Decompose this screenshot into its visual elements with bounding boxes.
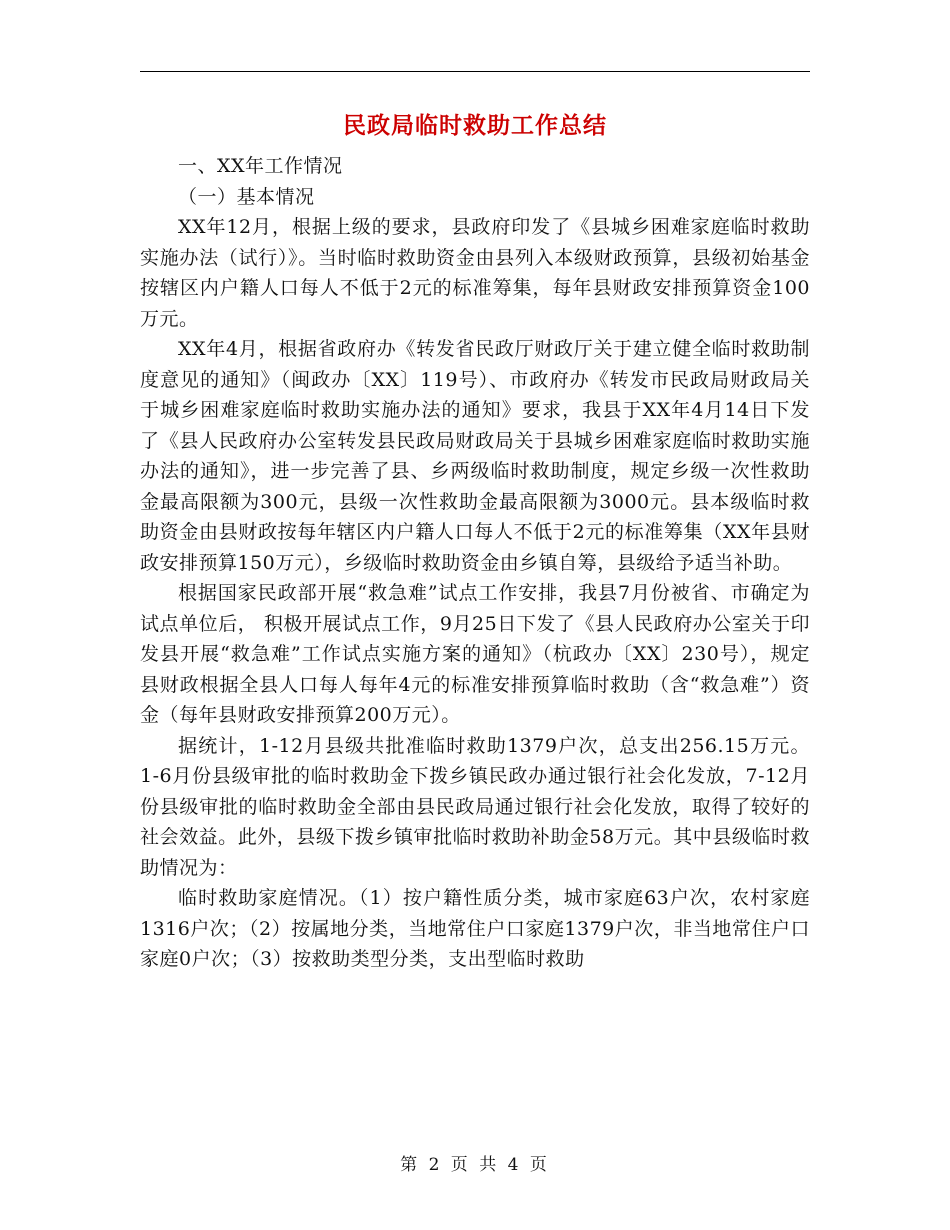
body-paragraph: XX年4月，根据省政府办《转发省民政厅财政厅关于建立健全临时救助制度意见的通知》（闽政办〔XX〕119号）、市政府办《转发市民政局财政局关于城乡困难家庭临时救助实施办法的通知》要求，我县于XX年4月14日下发了《县人民政府办公室转发县民政局财政局关于县城乡困难家庭临时救助实施办法的通知》，进一步完善了县、乡两级临时救助制度，规定乡级一次性救助金最高限额为300元，县级一次性救助金最高限额为3000元。县本级临时救助资金由县财政按每年辖区内户籍人口每人不低于2元的标准筹集（XX年县财政安排预算150万元），乡级临时救助资金由乡镇自筹，县级给予适当补助。 xyxy=(140,338,810,574)
body-paragraph: 根据国家民政部开展“救急难”试点工作安排，我县7月份被省、市确定为试点单位后， 积极开展试点工作，9月25日下发了《县人民政府办公室关于印发县开展“救急难”工作试点实施方案的通知》（杭政办〔XX〕230号），规定县财政根据全县人口每人每年4元的标准安排预算临时救助（含“救急难”）资金（每年县财政安排预算200万元）。 xyxy=(140,582,810,726)
section-heading: 一、XX年工作情况 xyxy=(178,155,343,177)
body-paragraph: XX年12月，根据上级的要求，县政府印发了《县城乡困难家庭临时救助实施办法（试行）》。当时临时救助资金由县列入本级财政预算，县级初始基金按辖区内户籍人口每人不低于2元的标准筹集，每年县财政安排预算资金100万元。 xyxy=(140,216,810,330)
document-body xyxy=(140,151,810,975)
header-rule xyxy=(140,71,810,72)
page-number-footer: 第 2 页 共 4 页 xyxy=(400,1155,550,1175)
body-paragraph: 据统计，1-12月县级共批准临时救助1379户次，总支出256.15万元。1-6月份县级审批的临时救助金下拨乡镇民政办通过银行社会化发放，7-12月份县级审批的临时救助金全部由县民政局通过银行社会化发放，取得了较好的社会效益。此外，县级下拨乡镇审批临时救助补助金58万元。其中县级临时救助情况为： xyxy=(140,734,810,879)
subsection-heading: （一）基本情况 xyxy=(178,185,315,208)
body-paragraph: 临时救助家庭情况。（1）按户籍性质分类，城市家庭63户次，农村家庭1316户次；（2）按属地分类，当地常住户口家庭1379户次，非当地常住户口家庭0户次；（3）按救助类型分类，支出型临时救助 xyxy=(140,887,810,970)
document-title: 民政局临时救助工作总结 xyxy=(343,113,607,139)
